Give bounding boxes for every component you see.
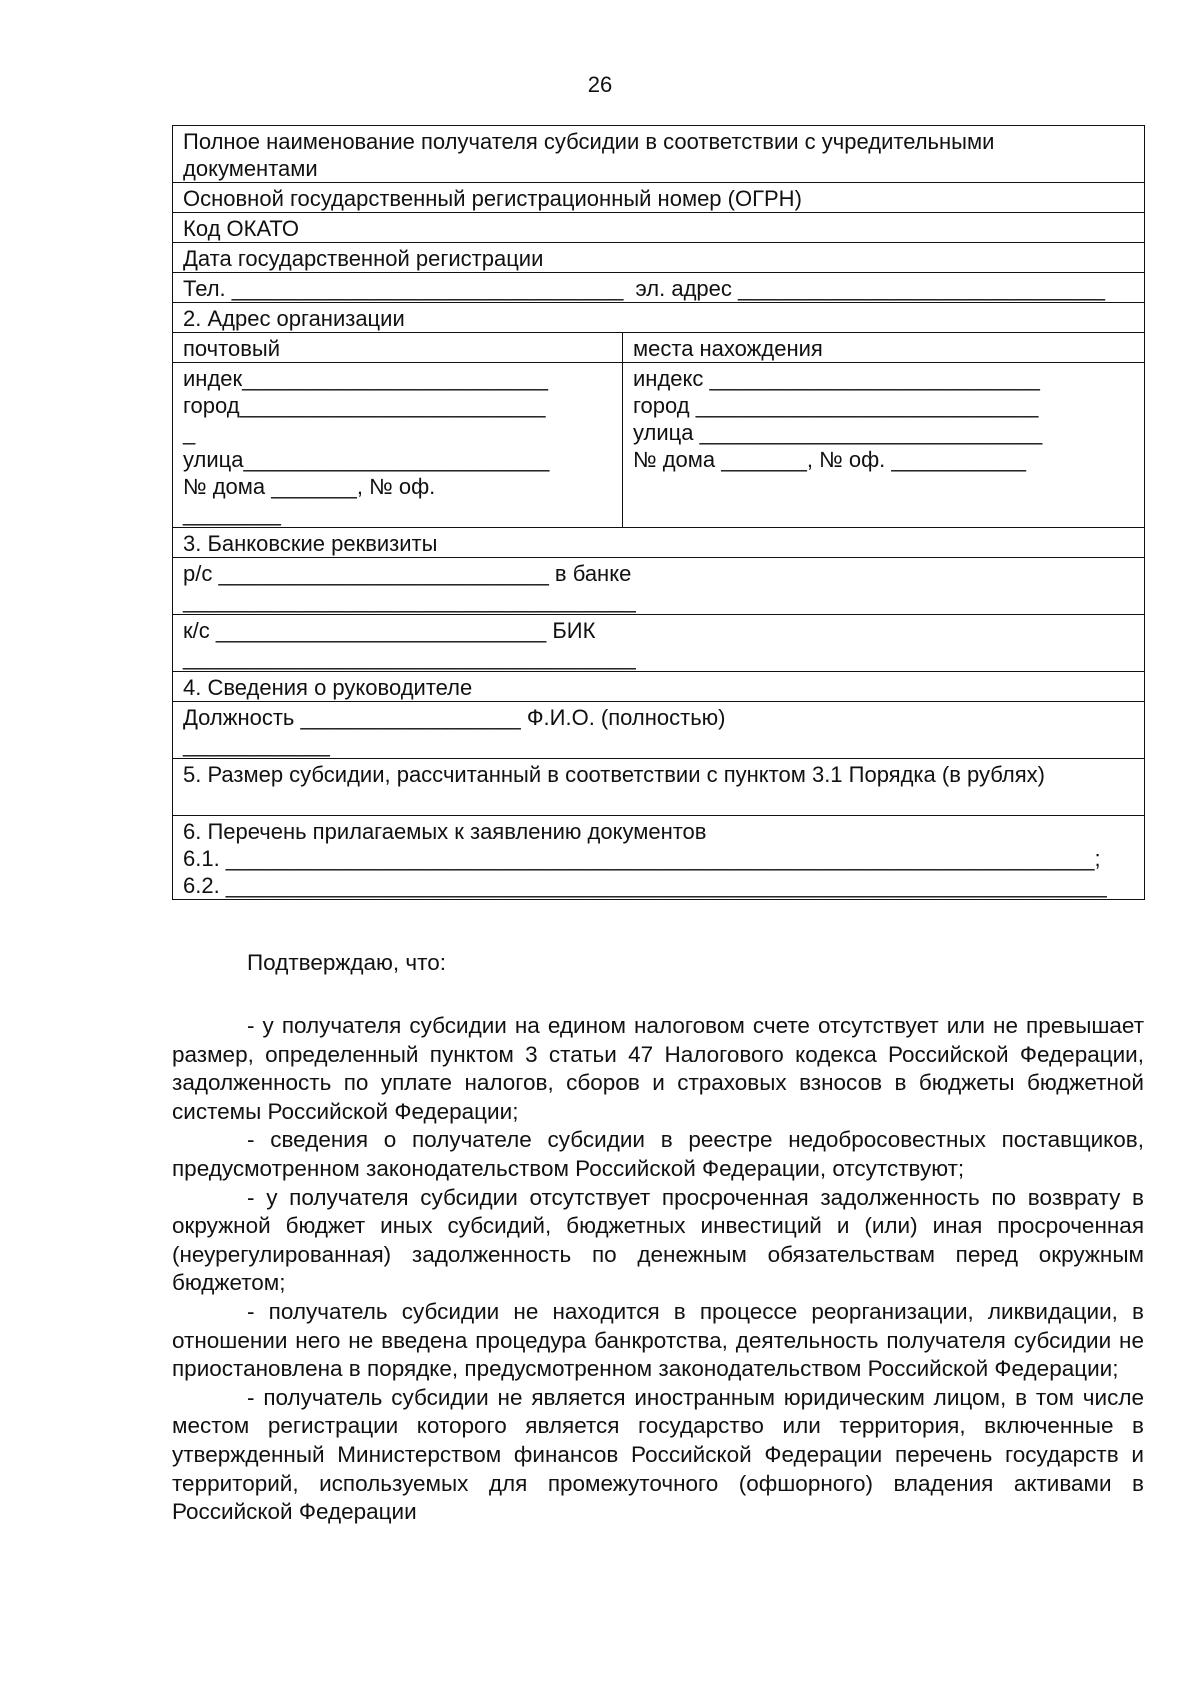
- paragraph-unfair-suppliers: - сведения о получателе субсидии в реестре недобросовестных поставщиков, предусмотренном законодательством Российской Федерации, отсутствуют;: [172, 1127, 1144, 1181]
- row-ks: [173, 615, 1145, 672]
- document-line-2[interactable]: 6.2. ________________________________________________________________________: [183, 873, 1107, 898]
- address-section-header: 2. Адрес организации: [173, 303, 1145, 333]
- location-address-fields[interactable]: [623, 363, 1145, 528]
- position-overflow-line: ____________: [183, 732, 330, 757]
- row-address-types: [173, 333, 1145, 363]
- okato-field[interactable]: Код ОКАТО: [173, 213, 1145, 243]
- location-city-line[interactable]: город ____________________________: [633, 393, 1039, 418]
- ogrn-field[interactable]: Основной государственный регистрационный номер (ОГРН): [173, 183, 1145, 213]
- page-number: 26: [587, 72, 613, 97]
- location-street-line[interactable]: улица ____________________________: [633, 420, 1043, 445]
- row-phone: [173, 273, 1145, 303]
- full-name-field[interactable]: Полное наименование получателя субсидии в соответствии с учредительными документами: [173, 126, 1145, 183]
- head-section-header: 4. Сведения о руководителе: [173, 672, 1145, 702]
- postal-overflow-line: _: [183, 420, 196, 445]
- row-bank-header: [173, 528, 1145, 558]
- location-house-line[interactable]: № дома _______, № оф. ___________: [633, 447, 1026, 472]
- position-name-field[interactable]: [173, 702, 1145, 759]
- position-line[interactable]: Должность __________________ Ф.И.О. (полностью): [183, 705, 726, 730]
- row-address-header: [173, 303, 1145, 333]
- postal-index-line[interactable]: индек_________________________: [183, 366, 549, 391]
- ks-overflow-line: _____________________________________: [183, 645, 636, 670]
- settlement-account-field[interactable]: [173, 558, 1145, 615]
- paragraph-overdue-debt: - у получателя субсидии отсутствует просроченная задолженность по возврату в окружной бюджет иных субсидий, бюджетных инвестиций и (или) иная просроченная (неурегулированная) задолженность по денежным обязательствам перед окружным бюджетом;: [172, 1184, 1144, 1296]
- row-subsidy-size: [173, 759, 1145, 816]
- location-address-header: места нахождения: [623, 333, 1145, 363]
- postal-address-header: почтовый: [173, 333, 623, 363]
- document-line-1[interactable]: 6.1. _______________________________________________________________________;: [183, 846, 1101, 871]
- row-ogrn: [173, 183, 1145, 213]
- rs-line[interactable]: р/с ___________________________ в банке: [183, 561, 632, 586]
- row-okato: [173, 213, 1145, 243]
- row-documents: [173, 816, 1145, 900]
- confirm-intro: Подтверждаю, что:: [247, 950, 446, 975]
- bank-section-header: 3. Банковские реквизиты: [173, 528, 1145, 558]
- correspondent-account-field[interactable]: [173, 615, 1145, 672]
- row-rs: [173, 558, 1145, 615]
- paragraph-tax-debt: - у получателя субсидии на едином налоговом счете отсутствует или не превышает размер, определенный пунктом 3 статьи 47 Налогового кодекса Российской Федерации, задолженность по уплате налогов, сборов и страховых взносов в бюджеты бюджетной системы Российской Федерации;: [172, 1013, 1144, 1124]
- postal-address-fields[interactable]: [173, 363, 623, 528]
- row-position: [173, 702, 1145, 759]
- documents-list-field[interactable]: [173, 816, 1145, 900]
- postal-city-line[interactable]: город_________________________: [183, 393, 546, 418]
- postal-house-line[interactable]: № дома _______, № оф.: [183, 474, 436, 499]
- row-reg-date: [173, 243, 1145, 273]
- paragraph-reorganization: - получатель субсидии не находится в процессе реорганизации, ликвидации, в отношении него не введена процедура банкротства, деятельность получателя субсидии не приостановлена в порядке, предусмотренном законодательством Российской Федерации;: [172, 1298, 1144, 1382]
- application-form-table: [172, 125, 1145, 900]
- rs-overflow-line: _____________________________________: [183, 588, 636, 613]
- paragraph-foreign-entity: - получатель субсидии не является иностранным юридическим лицом, в том числе местом регистрации которого является государство или территория, включенные в утвержденный Министерством финансов Российской Федерации перечень государств и территорий, используемых для промежуточного (офшорного) владения активами в Российской Федерации: [172, 1384, 1144, 1525]
- location-index-line[interactable]: индекс ___________________________: [633, 366, 1040, 391]
- phone-email-field[interactable]: Тел. ________________________________ эл. адрес ______________________________: [173, 273, 1145, 303]
- confirmation-paragraphs: [172, 1012, 1144, 1527]
- row-full-name: [173, 126, 1145, 183]
- postal-office-overflow-line: ________: [183, 501, 281, 526]
- ks-line[interactable]: к/с ___________________________ БИК: [183, 618, 596, 643]
- postal-street-line[interactable]: улица_________________________: [183, 447, 550, 472]
- subsidy-size-field[interactable]: 5. Размер субсидии, рассчитанный в соответствии с пунктом 3.1 Порядка (в рублях): [173, 759, 1145, 816]
- row-head-header: [173, 672, 1145, 702]
- documents-header: 6. Перечень прилагаемых к заявлению документов: [183, 819, 707, 844]
- row-address-fields: [173, 363, 1145, 528]
- reg-date-field[interactable]: Дата государственной регистрации: [173, 243, 1145, 273]
